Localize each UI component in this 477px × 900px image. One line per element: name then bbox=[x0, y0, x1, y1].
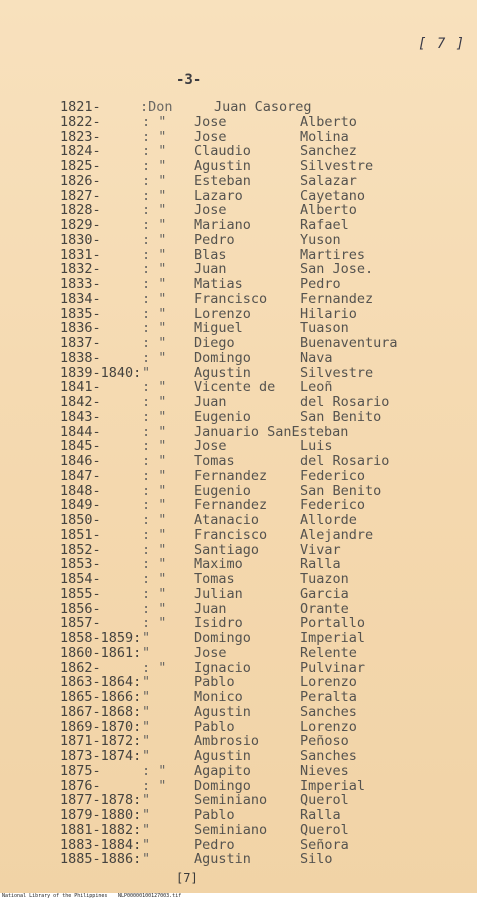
entry-last-name: Imperial bbox=[300, 630, 366, 646]
entry-year: 1883-1884: bbox=[60, 836, 142, 853]
entry-title: : " bbox=[142, 423, 167, 440]
entry-last-name: Sanches bbox=[300, 703, 357, 720]
list-item bbox=[0, 513, 477, 528]
list-item bbox=[0, 587, 477, 602]
entry-last-name: Yuson bbox=[300, 231, 341, 248]
list-item bbox=[0, 779, 477, 794]
entry-year: 1860-1861: bbox=[60, 644, 142, 661]
entry-year: 1833- bbox=[60, 276, 101, 292]
entry-year: 1850- bbox=[60, 512, 101, 528]
entry-first-name: Fernandez bbox=[194, 467, 268, 484]
list-item bbox=[0, 174, 477, 189]
list-item bbox=[0, 248, 477, 263]
entry-last-name: del Rosario bbox=[300, 394, 390, 410]
list-item bbox=[0, 749, 477, 764]
list-item bbox=[0, 602, 477, 617]
list-item bbox=[0, 395, 477, 410]
entry-last-name: Molina bbox=[300, 128, 349, 145]
entry-title: : " bbox=[142, 659, 167, 676]
entry-first-name: Julian bbox=[194, 585, 243, 602]
entry-first-name: Domingo bbox=[194, 777, 251, 794]
entry-first-name: Pedro bbox=[194, 231, 235, 248]
entry-first-name: Tomas bbox=[194, 453, 235, 469]
entry-last-name: Lorenzo bbox=[300, 718, 357, 735]
entry-first-name: Eugenio bbox=[194, 408, 251, 425]
entry-title: : " bbox=[142, 261, 167, 278]
entry-title: : " bbox=[142, 143, 167, 160]
entry-first-name: Seminiano bbox=[194, 821, 268, 838]
entry-title: : " bbox=[142, 113, 167, 130]
entry-first-name: Matias bbox=[194, 276, 243, 292]
entry-title: " bbox=[142, 689, 151, 705]
bottom-folio-mark: [7] bbox=[176, 871, 198, 885]
list-item bbox=[0, 321, 477, 336]
entry-year: 1879-1880: bbox=[60, 807, 142, 823]
entry-year: 1835- bbox=[60, 305, 101, 322]
list-item bbox=[0, 484, 477, 499]
entry-first-name: Santiago bbox=[194, 541, 260, 558]
entry-title: : " bbox=[142, 305, 167, 322]
entry-title: : " bbox=[142, 379, 167, 396]
entry-last-name: Pedro bbox=[300, 276, 341, 292]
list-item bbox=[0, 203, 477, 218]
entry-year: 1839-1840: bbox=[60, 364, 142, 381]
entry-title: " bbox=[142, 364, 151, 381]
entry-title: : " bbox=[142, 187, 167, 204]
entry-title: : " bbox=[142, 497, 167, 514]
entry-title: : " bbox=[142, 556, 167, 573]
entry-year: 1865-1866: bbox=[60, 689, 142, 705]
list-item bbox=[0, 631, 477, 646]
list-item bbox=[0, 557, 477, 572]
list-item bbox=[0, 336, 477, 351]
entry-first-name: Agustin bbox=[194, 364, 251, 381]
entry-last-name: Cayetano bbox=[300, 187, 366, 204]
entry-year: 1856- bbox=[60, 600, 101, 617]
list-item bbox=[0, 380, 477, 395]
entry-first-name: Seminiano bbox=[194, 792, 268, 809]
entry-year: 1826- bbox=[60, 172, 101, 189]
entry-last-name: Allorde bbox=[300, 512, 357, 528]
entry-title: : " bbox=[142, 394, 167, 410]
entry-first-name: Fernandez bbox=[194, 497, 268, 514]
entry-last-name: Pulvinar bbox=[300, 659, 366, 676]
entry-last-name: Rafael bbox=[300, 217, 349, 233]
entry-last-name: Federico bbox=[300, 467, 366, 484]
entry-last-name: Federico bbox=[300, 497, 366, 514]
list-item bbox=[0, 307, 477, 322]
entry-title: " bbox=[142, 748, 151, 764]
entry-title: " bbox=[142, 792, 151, 809]
entry-first-name: Lorenzo bbox=[194, 305, 251, 322]
list-item bbox=[0, 189, 477, 204]
entry-last-name: Sanches bbox=[300, 748, 357, 764]
entry-title: : " bbox=[142, 571, 167, 587]
entry-year: 1869-1870: bbox=[60, 718, 142, 735]
entry-first-name: Agustin bbox=[194, 158, 251, 174]
entry-title: " bbox=[142, 807, 151, 823]
entry-year: 1829- bbox=[60, 217, 101, 233]
entry-title: : " bbox=[142, 172, 167, 189]
list-item bbox=[0, 277, 477, 292]
list-item bbox=[0, 351, 477, 366]
entry-year: 1827- bbox=[60, 187, 101, 204]
list-item bbox=[0, 233, 477, 248]
list-item bbox=[0, 793, 477, 808]
entry-first-name: Jose bbox=[194, 644, 227, 661]
entry-first-name: Lazaro bbox=[194, 187, 243, 204]
entry-first-name: Eugenio bbox=[194, 482, 251, 499]
list-item bbox=[0, 720, 477, 735]
entry-title: " bbox=[142, 630, 151, 646]
entry-last-name: Silvestre bbox=[300, 158, 374, 174]
entry-first-name: Domingo bbox=[194, 349, 251, 366]
entry-year: 1823- bbox=[60, 128, 101, 145]
entry-first-name: Juan bbox=[194, 600, 227, 617]
entry-first-name: Tomas bbox=[194, 571, 235, 587]
entry-first-name: Atanacio bbox=[194, 512, 260, 528]
entry-year: 1822- bbox=[60, 113, 101, 130]
entry-title: : " bbox=[142, 320, 167, 337]
entry-last-name: San Jose. bbox=[300, 261, 374, 278]
entry-title: " bbox=[142, 644, 151, 661]
list-item bbox=[0, 262, 477, 277]
entry-year: 1852- bbox=[60, 541, 101, 558]
entry-first-name: Domingo bbox=[194, 630, 251, 646]
entry-last-name: Luis bbox=[300, 438, 333, 455]
entry-year: 1876- bbox=[60, 777, 101, 794]
folio-mark: [ 7 ] bbox=[418, 36, 466, 52]
list-item bbox=[0, 159, 477, 174]
entry-last-name: Nieves bbox=[300, 762, 349, 779]
entry-title: : " bbox=[142, 615, 167, 632]
entry-title: : " bbox=[142, 349, 167, 366]
entry-last-name: Garcia bbox=[300, 585, 349, 602]
entry-first-name: Agustin bbox=[194, 851, 251, 868]
entry-title: " bbox=[142, 674, 151, 691]
entry-year: 1830- bbox=[60, 231, 101, 248]
entry-year: 1873-1874: bbox=[60, 748, 142, 764]
entry-year: 1837- bbox=[60, 335, 101, 351]
entry-year: 1831- bbox=[60, 246, 101, 263]
list-item bbox=[0, 144, 477, 159]
list-item bbox=[0, 690, 477, 705]
entry-last-name: Ralla bbox=[300, 807, 341, 823]
list-item bbox=[0, 734, 477, 749]
entry-last-name: Alberto bbox=[300, 202, 357, 219]
entry-last-name: Silvestre bbox=[300, 364, 374, 381]
entry-year: 1867-1868: bbox=[60, 703, 142, 720]
entry-last-name: Relente bbox=[300, 644, 357, 661]
entry-title: : " bbox=[142, 482, 167, 499]
entry-year: 1849- bbox=[60, 497, 101, 514]
entry-title: : " bbox=[142, 202, 167, 219]
entry-first-name: Pablo bbox=[194, 718, 235, 735]
entry-first-name: Juan bbox=[194, 261, 227, 278]
entry-title: " bbox=[142, 733, 151, 750]
entry-year: 1821- bbox=[60, 99, 101, 115]
entry-last-name: Alejandre bbox=[300, 526, 374, 543]
entry-first-name: Jose bbox=[194, 113, 227, 130]
entry-year: 1836- bbox=[60, 320, 101, 337]
entry-last-name: Querol bbox=[300, 792, 349, 809]
list-item bbox=[0, 498, 477, 513]
entry-title: : " bbox=[142, 762, 167, 779]
entry-title: : " bbox=[142, 158, 167, 174]
entry-title: : " bbox=[142, 541, 167, 558]
entry-title: " bbox=[142, 718, 151, 735]
entry-year: 1857- bbox=[60, 615, 101, 632]
entry-year: 1881-1882: bbox=[60, 821, 142, 838]
entry-title: " bbox=[142, 851, 151, 868]
entry-year: 1832- bbox=[60, 261, 101, 278]
entry-year: 1854- bbox=[60, 571, 101, 587]
entry-last-name: Orante bbox=[300, 600, 349, 617]
entry-first-name: Isidro bbox=[194, 615, 243, 632]
entry-year: 1841- bbox=[60, 379, 101, 396]
entry-title: : " bbox=[142, 335, 167, 351]
entry-year: 1845- bbox=[60, 438, 101, 455]
entry-first-name: Mariano bbox=[194, 217, 251, 233]
entry-last-name: San Benito bbox=[300, 482, 382, 499]
entry-year: 1846- bbox=[60, 453, 101, 469]
entry-year: 1843- bbox=[60, 408, 101, 425]
entry-last-name: Vivar bbox=[300, 541, 341, 558]
entry-first-name: Miguel bbox=[194, 320, 243, 337]
entry-first-name: Pablo bbox=[194, 807, 235, 823]
entry-first-name: Diego bbox=[194, 335, 235, 351]
list-item bbox=[0, 808, 477, 823]
entry-title: : " bbox=[142, 290, 167, 307]
entry-last-name: Peñoso bbox=[300, 733, 349, 750]
library-credit: National Library of the Philippines bbox=[2, 893, 108, 899]
entry-title: : " bbox=[142, 600, 167, 617]
entry-first-name: Juan bbox=[194, 394, 227, 410]
entry-title: : " bbox=[142, 231, 167, 248]
entry-first-name: Jose bbox=[194, 128, 227, 145]
entry-year: 1862- bbox=[60, 659, 101, 676]
list-item bbox=[0, 764, 477, 779]
entry-first-name: Monico bbox=[194, 689, 243, 705]
entry-first-name: Pablo bbox=[194, 674, 235, 691]
entry-title: " bbox=[142, 821, 151, 838]
page-number: -3- bbox=[176, 72, 202, 88]
list-item bbox=[0, 425, 477, 440]
entry-first-name: Ambrosio bbox=[194, 733, 260, 750]
entry-year: 1875- bbox=[60, 762, 101, 779]
entry-year: 1853- bbox=[60, 556, 101, 573]
entry-last-name: Lorenzo bbox=[300, 674, 357, 691]
list-item bbox=[0, 218, 477, 233]
entry-last-name: Querol bbox=[300, 821, 349, 838]
entry-first-name: Ignacio bbox=[194, 659, 251, 676]
list-item bbox=[0, 646, 477, 661]
entry-last-name: Tuason bbox=[300, 320, 349, 337]
list-item bbox=[0, 410, 477, 425]
entry-last-name: Tuazon bbox=[300, 571, 349, 587]
entry-title: " bbox=[142, 836, 151, 853]
entry-last-name: Nava bbox=[300, 349, 333, 366]
entry-last-name: Peralta bbox=[300, 689, 357, 705]
entry-title: " bbox=[142, 703, 151, 720]
entry-first-name: Juan Casoreg bbox=[214, 99, 312, 115]
list-item bbox=[0, 528, 477, 543]
list-item bbox=[0, 705, 477, 720]
list-item bbox=[0, 130, 477, 145]
entry-last-name: San Benito bbox=[300, 408, 382, 425]
entry-title: : " bbox=[142, 512, 167, 528]
entry-last-name: Salazar bbox=[300, 172, 357, 189]
entry-last-name: Portallo bbox=[300, 615, 366, 632]
list-item bbox=[0, 823, 477, 838]
list-item bbox=[0, 543, 477, 558]
entry-title: : " bbox=[142, 777, 167, 794]
entry-year: 1848- bbox=[60, 482, 101, 499]
list-item bbox=[0, 115, 477, 130]
entry-last-name: Silo bbox=[300, 851, 333, 868]
list-item bbox=[0, 439, 477, 454]
entry-last-name: Imperial bbox=[300, 777, 366, 794]
entry-last-name: Señora bbox=[300, 836, 349, 853]
entry-year: 1825- bbox=[60, 158, 101, 174]
entry-year: 1828- bbox=[60, 202, 101, 219]
entry-title: : " bbox=[142, 217, 167, 233]
entry-last-name: Alberto bbox=[300, 113, 357, 130]
entry-last-name: del Rosario bbox=[300, 453, 390, 469]
entry-last-name: Fernandez bbox=[300, 290, 374, 307]
entry-year: 1871-1872: bbox=[60, 733, 142, 750]
officials-list bbox=[0, 100, 477, 867]
entry-title: : " bbox=[142, 453, 167, 469]
entry-last-name: Sanchez bbox=[300, 143, 357, 160]
list-item bbox=[0, 838, 477, 853]
entry-first-name: Francisco bbox=[194, 290, 268, 307]
entry-title: : " bbox=[142, 467, 167, 484]
entry-first-name: Esteban bbox=[194, 172, 251, 189]
entry-year: 1844- bbox=[60, 423, 101, 440]
entry-first-name: Agustin bbox=[194, 703, 251, 720]
entry-first-name: Pedro bbox=[194, 836, 235, 853]
list-item bbox=[0, 469, 477, 484]
entry-title: : " bbox=[142, 585, 167, 602]
entry-first-name: Vicente de bbox=[194, 379, 276, 396]
entry-first-name: Agapito bbox=[194, 762, 251, 779]
entry-year: 1851- bbox=[60, 526, 101, 543]
entry-year: 1847- bbox=[60, 467, 101, 484]
entry-title: :Don bbox=[140, 99, 173, 115]
entry-year: 1834- bbox=[60, 290, 101, 307]
entry-title: : " bbox=[142, 526, 167, 543]
entry-year: 1885-1886: bbox=[60, 851, 142, 868]
list-item bbox=[0, 454, 477, 469]
entry-first-name: Maximo bbox=[194, 556, 243, 573]
file-name: NLP00000100127003.tif bbox=[118, 893, 182, 899]
entry-first-name: Claudio bbox=[194, 143, 251, 160]
entry-year: 1842- bbox=[60, 394, 101, 410]
entry-title: : " bbox=[142, 408, 167, 425]
entry-last-name: Martires bbox=[300, 246, 366, 263]
entry-year: 1855- bbox=[60, 585, 101, 602]
entry-year: 1838- bbox=[60, 349, 101, 366]
entry-first-name: Francisco bbox=[194, 526, 268, 543]
list-item bbox=[0, 616, 477, 631]
entry-year: 1877-1878: bbox=[60, 792, 142, 809]
entry-last-name: Hilario bbox=[300, 305, 357, 322]
entry-year: 1863-1864: bbox=[60, 674, 142, 691]
entry-year: 1858-1859: bbox=[60, 630, 142, 646]
list-item bbox=[0, 366, 477, 381]
list-item bbox=[0, 292, 477, 307]
entry-first-name: Januario SanEsteban bbox=[194, 423, 349, 440]
list-item bbox=[0, 675, 477, 690]
list-item bbox=[0, 852, 477, 867]
list-item bbox=[0, 100, 477, 115]
scan-footer bbox=[0, 893, 477, 900]
list-item bbox=[0, 661, 477, 676]
entry-last-name: Buenaventura bbox=[300, 335, 398, 351]
entry-year: 1824- bbox=[60, 143, 101, 160]
entry-first-name: Jose bbox=[194, 438, 227, 455]
list-item bbox=[0, 572, 477, 587]
entry-first-name: Blas bbox=[194, 246, 227, 263]
entry-title: : " bbox=[142, 128, 167, 145]
entry-first-name: Jose bbox=[194, 202, 227, 219]
entry-first-name: Agustin bbox=[194, 748, 251, 764]
entry-last-name: Leoñ bbox=[300, 379, 333, 396]
entry-title: : " bbox=[142, 276, 167, 292]
entry-title: : " bbox=[142, 246, 167, 263]
entry-title: : " bbox=[142, 438, 167, 455]
entry-last-name: Ralla bbox=[300, 556, 341, 573]
